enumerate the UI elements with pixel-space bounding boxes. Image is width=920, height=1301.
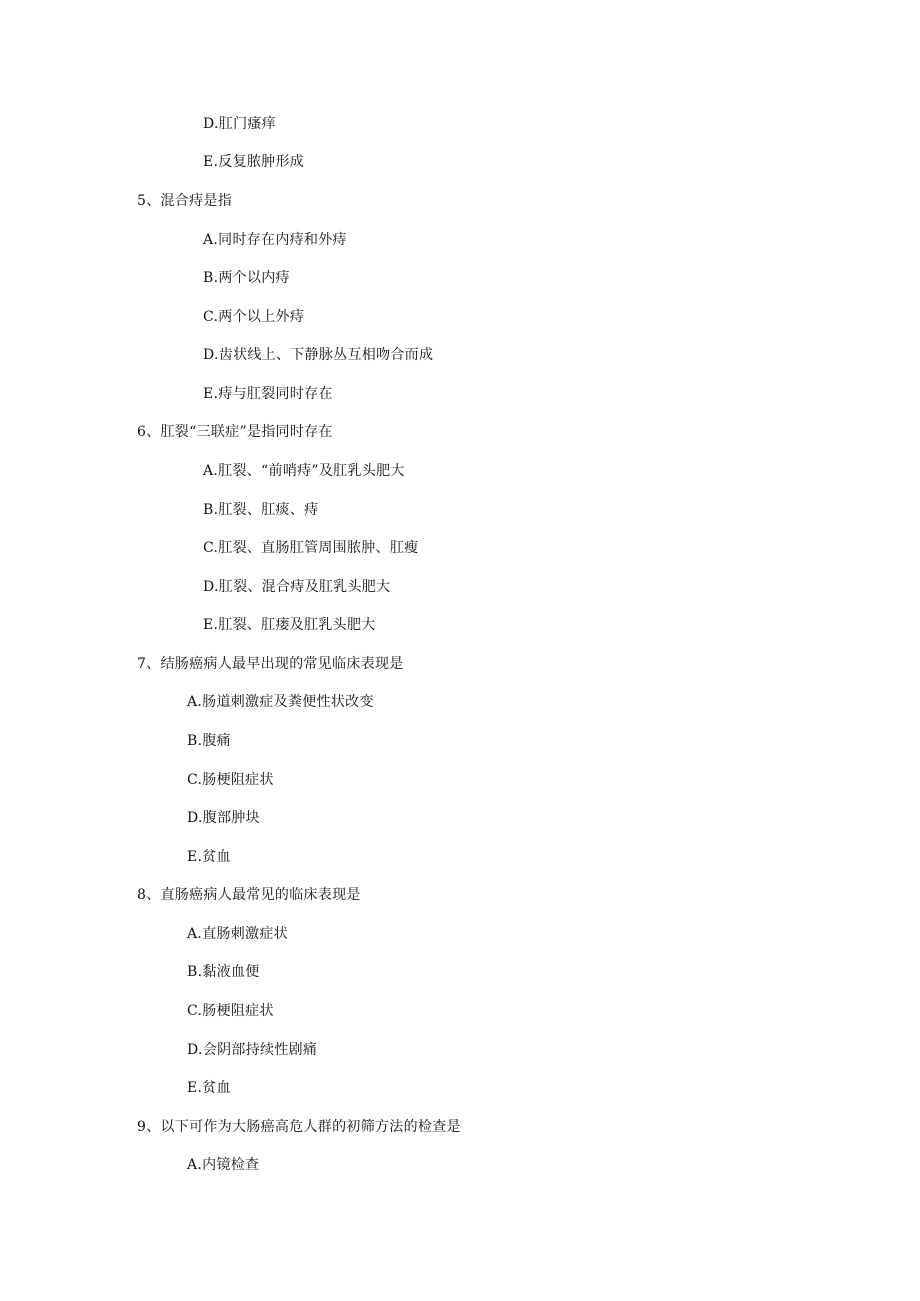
question-6-option-a: A.肛裂、“前哨痔”及肛乳头肥大 [203,463,405,479]
question-6-option-d: D.肛裂、混合痔及肛乳头肥大 [203,579,391,595]
question-8-option-d: D.会阴部持续性剧痛 [187,1042,318,1058]
question-6-stem: 6、肛裂“三联症”是指同时存在 [137,424,333,440]
question-5-option-c: C.两个以上外痔 [203,309,305,325]
question-5-option-a: A.同时存在内痔和外痔 [203,232,347,248]
question-7-option-c: C.肠梗阻症状 [187,772,274,788]
option-e: E.反复脓肿形成 [203,154,305,170]
question-8-option-b: B.黏液血便 [187,964,260,980]
question-5-stem: 5、混合痔是指 [137,193,233,209]
question-8-option-a: A.直肠刺激症状 [187,926,288,942]
question-6-option-b: B.肛裂、肛痰、痔 [203,502,319,518]
question-5-option-e: E.痔与肛裂同时存在 [203,386,333,402]
question-6-option-c: C.肛裂、直肠肛管周围脓肿、肛瘦 [203,540,419,556]
question-6-option-e: E.肛裂、肛瘘及肛乳头肥大 [203,617,376,633]
question-7-option-e: E.贫血 [187,849,231,865]
question-7-option-a: A.肠道刺激症及粪便性状改变 [187,694,374,710]
question-7-option-d: D.腹部肿块 [187,810,260,826]
question-8-option-c: C.肠梗阻症状 [187,1003,274,1019]
question-7-stem: 7、结肠癌病人最早出现的常见临床表现是 [137,656,404,672]
question-5-option-b: B.两个以内痔 [203,270,290,286]
question-7-option-b: B.腹痛 [187,733,231,749]
question-5-option-d: D.齿状线上、下静脉丛互相吻合而成 [203,347,434,363]
question-8-option-e: E.贫血 [187,1080,231,1096]
option-d: D.肛门瘙痒 [203,116,276,132]
question-9-stem: 9、以下可作为大肠癌高危人群的初筛方法的检查是 [137,1119,461,1135]
question-9-option-a: A.内镜检查 [187,1157,260,1173]
question-8-stem: 8、直肠癌病人最常见的临床表现是 [137,887,361,903]
